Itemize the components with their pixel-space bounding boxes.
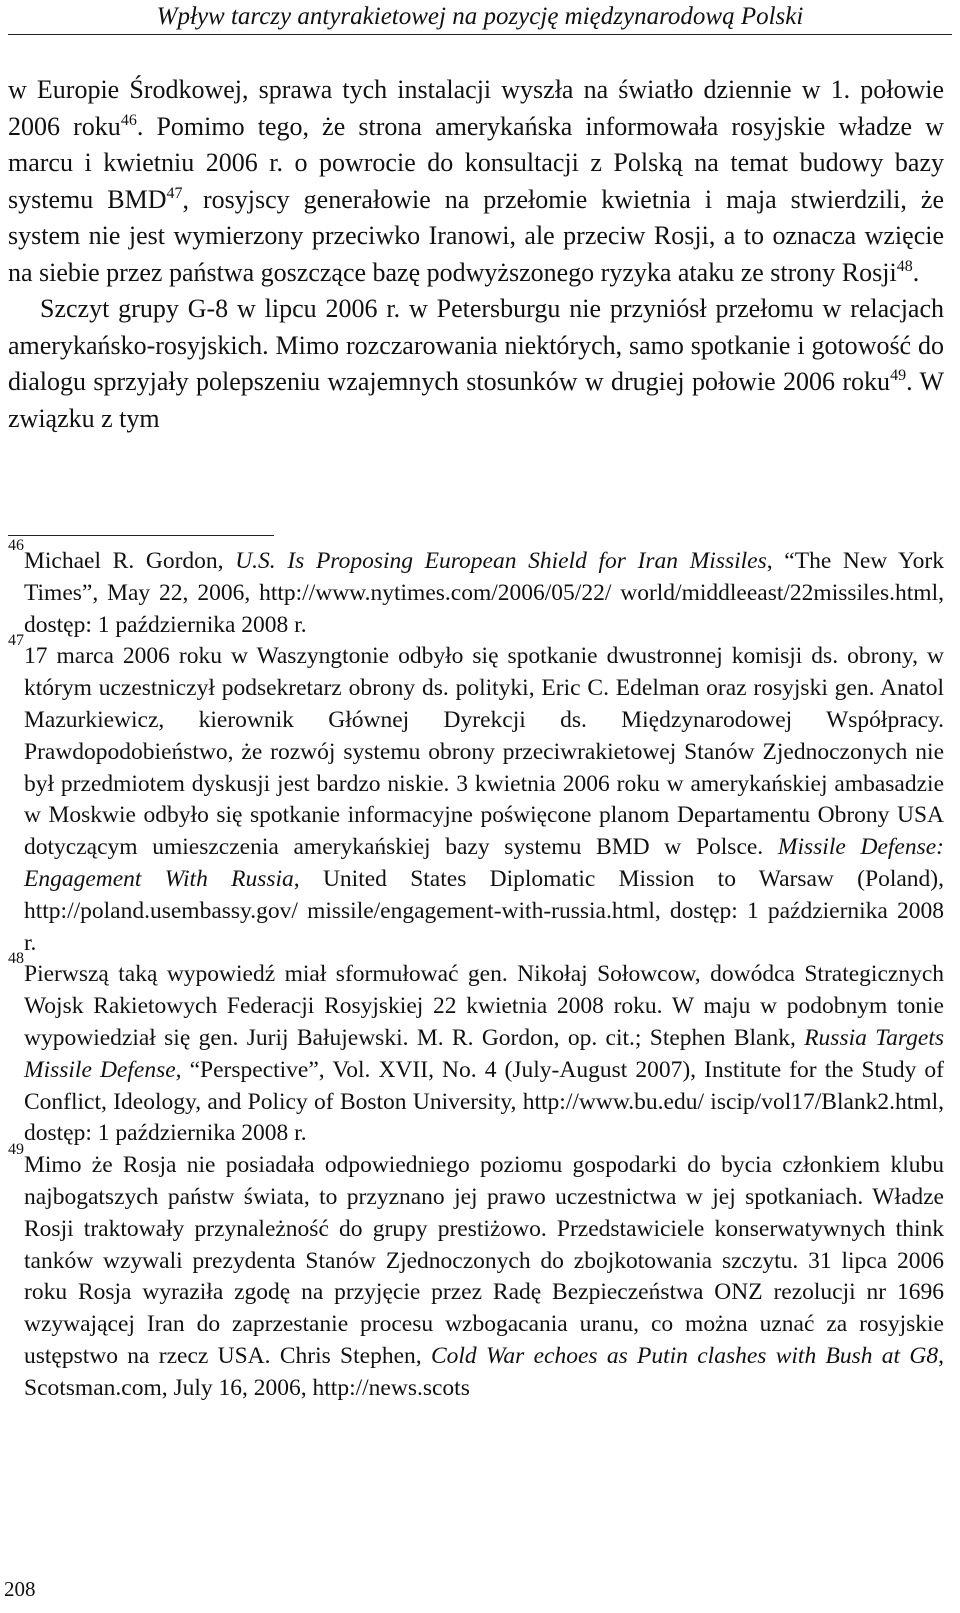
paragraph-2 [8, 291, 944, 437]
footnote-46 [8, 537, 945, 641]
page-number: 208 [4, 1577, 36, 1601]
footnote-text: Mimo że Rosja nie posiadała odpowiedniego poziomu gospodarki do bycia członkiem klubu najbogatszych państw świata, to przyznano jej prawo uczestnictwa w jej spotkaniach. Władze Rosji traktowały przynależność do grupy prestiżowo. Przedstawiciele konserwatywnych think tanków wzywali prezydenta Stanów Zjednoczonych do zbojkotowania szczytu. 31 lipca 2006 roku Rosja wyraziła zgodę na przyjęcie przez Radę Bezpieczeństwa ONZ rezolucji nr 1696 wzywającej Iran do zaprzestanie procesu wzbogacania uranu, co można uznać za rosyjskie ustępstwo na rzecz USA. Chris Stephen, [24, 1152, 944, 1369]
footnote-title: U.S. Is Proposing European Shield for Iran Missiles [235, 548, 767, 574]
footnote-text: , “Perspective”, Vol. XVII, No. 4 (July-August 2007), Institute for the Study of Conflict, Ideology, and Policy of Boston University, http://www.bu.edu/ iscip/vol17/Blank2.html, dostęp: 1 października 2008 r. [24, 1056, 944, 1147]
footnote-ref-46[interactable]: 46 [120, 111, 137, 129]
text-run: , rosyjscy generałowie na przełomie kwietnia i maja stwierdzili, że system nie jest wymierzony przeciwko Iranowi, ale przeciw Rosji, a to oznacza wzięcie na siebie przez państwa goszczące bazę podwyższonego ryzyka ataku ze strony Rosji [8, 184, 944, 287]
footnote-number: 47 [8, 632, 24, 650]
footnote-text: Michael R. Gordon, [24, 548, 236, 574]
text-run: . Pomimo tego, że strona amerykańska informowała rosyjskie władze w marcu i kwietniu 2006 r. o powrocie do konsultacji z Polską na temat budowy bazy systemu BMD [8, 111, 944, 214]
footnote-number: 46 [8, 537, 24, 554]
text-run: . [912, 257, 920, 287]
footnote-text: , Scotsman.com, July 16, 2006, http://news.scots [24, 1342, 944, 1401]
footnote-number: 48 [8, 950, 24, 968]
footnote-separator [8, 535, 274, 536]
running-header: Wpływ tarczy antyrakietowej na pozycję międzynarodową Polski [156, 3, 804, 30]
footnote-text: , United States Diplomatic Mission to Warsaw (Poland), http://poland.usembassy.gov/ missile/engagement-with-russia.html, dostęp: 1 października 2008 r. [24, 865, 944, 956]
footnote-text: Pierwszą taką wypowiedź miał sformułować gen. Nikołaj Sołowcow, dowódca Strategicznych Wojsk Rakietowych Federacji Rosyjskiej 22 kwietnia 2008 roku. W maju w podobnym tonie wypowiedział się gen. Jurij Bałujewski. M. R. Gordon, op. cit.; Stephen Blank, [24, 961, 944, 1051]
footnote-title: Missile Defense: Engagement With Russia [24, 834, 944, 892]
paragraph-1 [8, 72, 944, 291]
text-run: . W związku z tym [8, 367, 944, 433]
footnote-title: Russia Targets Missile Defense [24, 1024, 944, 1083]
footnote-title: Cold War echoes as Putin clashes with Bush at G8 [430, 1342, 939, 1369]
footnote-text: 17 marca 2006 roku w Waszyngtonie odbyło się spotkanie dwustronnej komisji ds. obrony, w którym uczestniczył podsekretarz obrony ds. polityki, Eric C. Edelman oraz rosyjski gen. Anatol Mazurkiewicz, kierownik Głównej Dyrekcji ds. Międzynarodowej Współpracy. Prawdopodobieństwo, że rozwój systemu obrony przeciwrakietowej Stanów Zjednoczonych nie był przedmiotem dyskusji jest bardzo niskie. 3 kwietnia 2006 roku w amerykańskiej ambasadzie w Moskwie odbyło się spotkanie informacyjne poświęcone planom Departamentu Obrony USA dotyczącym umieszczenia amerykańskiej bazy systemu BMD w Polsce. [24, 643, 944, 861]
footnote-48 [8, 950, 944, 1150]
footnote-47 [8, 632, 944, 959]
header-rule [8, 34, 952, 35]
footnote-ref-47[interactable]: 47 [166, 184, 183, 202]
text-run: Szczyt grupy G-8 w lipcu 2006 r. w Petersburgu nie przyniósł przełomu w relacjach amerykańsko-rosyjskich. Mimo rozczarowania niektórych, samo spotkanie i gotowość do dialogu sprzyjały polepszeniu wzajemnych stosunków w drugiej połowie 2006 roku [8, 294, 944, 396]
footnote-number: 49 [8, 1141, 24, 1159]
footnote-ref-48[interactable]: 48 [896, 257, 913, 275]
main-text [8, 72, 944, 437]
footnote-49 [8, 1141, 944, 1404]
footnote-text: , “The New York Times”, May 22, 2006, http://www.nytimes.com/2006/05/22/ world/middleeast/22missiles.html, dostęp: 1 października 2008 r. [24, 548, 945, 638]
text-run: w Europie Środkowej, sprawa tych instalacji wyszła na światło dziennie w 1. połowie 2006 roku [8, 75, 944, 141]
footnotes [8, 537, 945, 1405]
footnote-ref-49[interactable]: 49 [890, 367, 907, 384]
